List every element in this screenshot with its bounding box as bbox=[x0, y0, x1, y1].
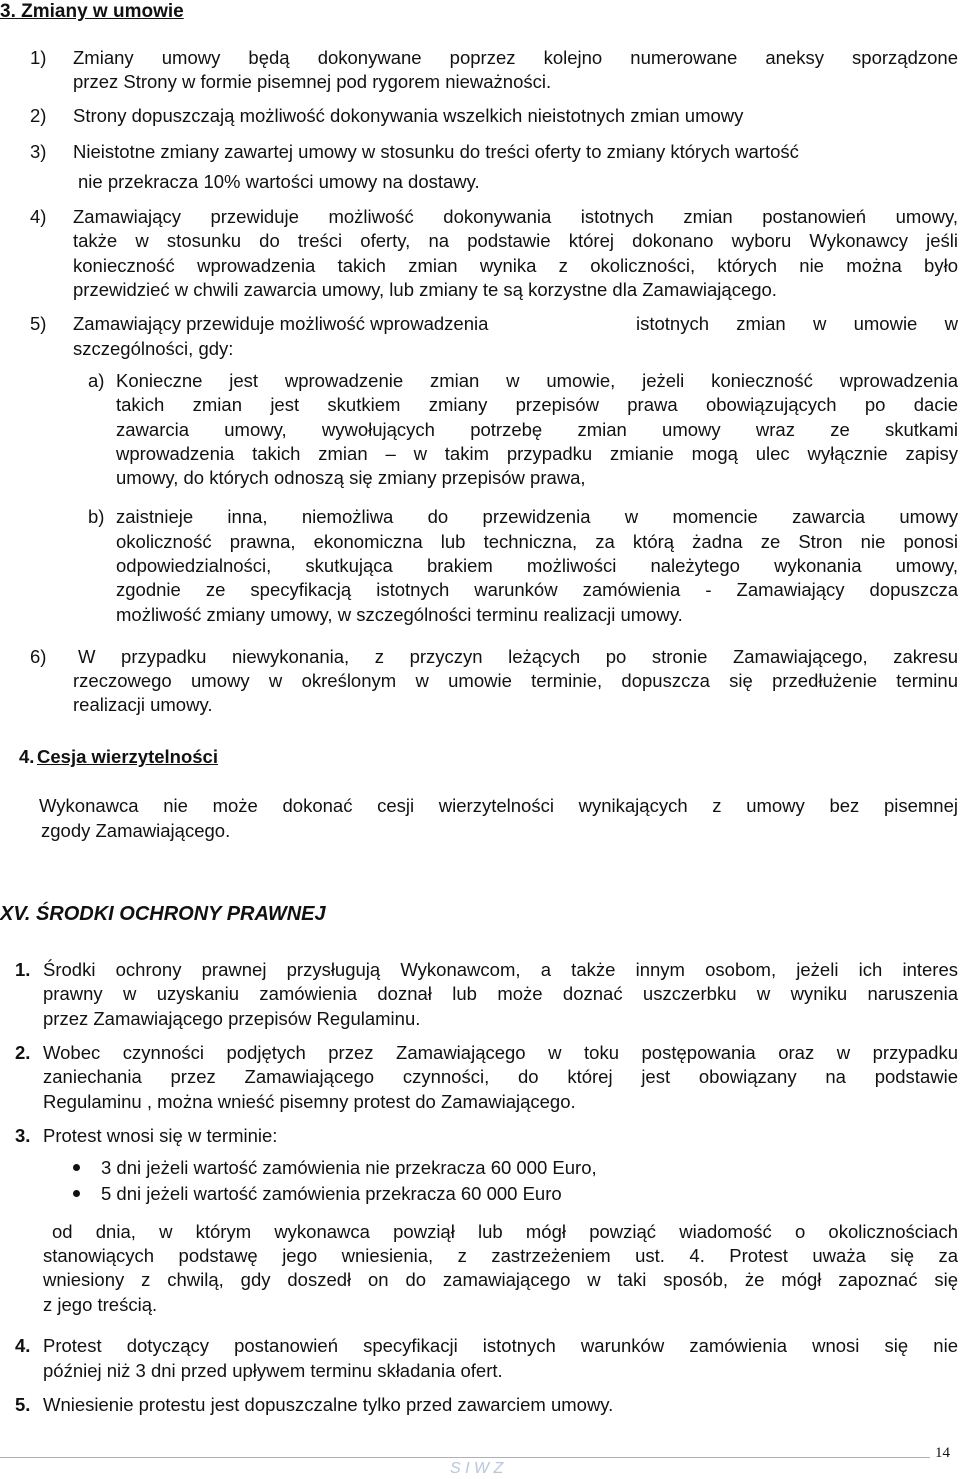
list-item-line: okoliczność prawna, ekonomiczna lub techniczna, za którą żadna ze Stron nie ponosi bbox=[116, 531, 958, 552]
paragraph-line: Protest wnosi się w terminie: bbox=[43, 1125, 278, 1146]
list-item-line: zgodnie ze specyfikacją istotnych warunków zamówienia - Zamawiający dopuszcza bbox=[116, 579, 958, 600]
list-number: 5) bbox=[30, 313, 47, 334]
paragraph-line: Wobec czynności podjętych przez Zamawiającego w toku postępowania oraz w przypadku bbox=[43, 1042, 958, 1063]
chapter-heading: XV. ŚRODKI OCHRONY PRAWNEJ bbox=[0, 903, 326, 925]
paragraph-line: zaniechania przez Zamawiającego czynności, do której jest obowiązany na podstawie bbox=[43, 1066, 958, 1087]
paragraph-line: od dnia, w którym wykonawca powziął lub mógł powziąć wiadomość o okolicznościach bbox=[52, 1221, 958, 1242]
bullet-item: 5 dni jeżeli wartość zamówienia przekracza 60 000 Euro bbox=[101, 1183, 562, 1204]
footer-watermark: S I W Z bbox=[450, 1460, 504, 1477]
list-item-line: Zmiany umowy będą dokonywane poprzez kolejno numerowane aneksy sporządzone bbox=[73, 47, 958, 68]
list-number: 4. bbox=[15, 1335, 31, 1356]
paragraph-line: stanowiących podstawę jego wniesienia, z zastrzeżeniem ust. 4. Protest uważa się za bbox=[43, 1245, 958, 1266]
list-item-line: Nieistotne zmiany zawartej umowy w stosunku do treści oferty to zmiany których wartość bbox=[73, 141, 799, 162]
list-item-line: zawarcia umowy, wywołujących potrzebę zmian umowy wraz ze skutkami bbox=[116, 419, 958, 440]
list-item-line: szczególności, gdy: bbox=[73, 338, 234, 359]
list-number: 2. bbox=[15, 1042, 31, 1063]
paragraph-line: Protest dotyczący postanowień specyfikacji istotnych warunków zamówienia wnosi się nie bbox=[43, 1335, 958, 1356]
list-item-line: wprowadzenia takich zmian – w takim przypadku zmianie mogą ulec wyłącznie zapisy bbox=[116, 443, 958, 464]
list-item-line: odpowiedzialności, skutkująca brakiem możliwości należytego wykonania umowy, bbox=[116, 555, 958, 576]
paragraph-line: z jego treścią. bbox=[43, 1294, 158, 1315]
list-number: 5. bbox=[15, 1394, 31, 1415]
section-number: 4. bbox=[19, 746, 35, 767]
bullet-icon bbox=[73, 1164, 80, 1171]
list-item-line: Konieczne jest wprowadzenie zmian w umowie, jeżeli konieczność wprowadzenia bbox=[116, 370, 958, 391]
list-number: 1. bbox=[15, 959, 31, 980]
page-number: 14 bbox=[935, 1445, 950, 1461]
list-item-line: umowy, do których odnoszą się zmiany przepisów prawa, bbox=[116, 467, 586, 488]
list-item-line: zaistnieje inna, niemożliwa do przewidzenia w momencie zawarcia umowy bbox=[116, 506, 958, 527]
list-item-line: Zamawiający przewiduje możliwość wprowadzenia bbox=[73, 313, 489, 334]
paragraph-line: przez Zamawiającego przepisów Regulaminu. bbox=[43, 1008, 421, 1029]
list-item-line: rzeczowego umowy w określonym w umowie terminie, dopuszcza się przedłużenie terminu bbox=[73, 670, 958, 691]
list-item-line: istotnych zmian w umowie w bbox=[636, 313, 958, 334]
list-number: 3. bbox=[15, 1125, 31, 1146]
list-item-line: nie przekracza 10% wartości umowy na dostawy. bbox=[78, 171, 480, 192]
section-heading: Cesja wierzytelności bbox=[37, 746, 218, 767]
list-number: 4) bbox=[30, 206, 47, 227]
list-item-line: także w stosunku do treści oferty, na podstawie której dokonano wyboru Wykonawcy jeśli bbox=[73, 230, 958, 251]
paragraph-line: prawny w uzyskaniu zamówienia doznał lub może doznać uszczerbku w wyniku naruszenia bbox=[43, 983, 958, 1004]
paragraph-line: później niż 3 dni przed upływem terminu składania ofert. bbox=[43, 1360, 503, 1381]
paragraph-line: zgody Zamawiającego. bbox=[41, 820, 231, 841]
paragraph-line: Wykonawca nie może dokonać cesji wierzytelności wynikających z umowy bez pisemnej bbox=[39, 795, 958, 816]
footer-rule bbox=[0, 1457, 930, 1458]
list-number: a) bbox=[88, 370, 105, 391]
list-number: b) bbox=[88, 506, 105, 527]
list-item-line: konieczność wprowadzenia takich zmian wynika z okoliczności, których nie można było bbox=[73, 255, 958, 276]
list-item-line: możliwość zmiany umowy, w szczególności terminu realizacji umowy. bbox=[116, 604, 683, 625]
list-item-line: realizacji umowy. bbox=[73, 694, 213, 715]
bullet-icon bbox=[73, 1190, 80, 1197]
list-item-line: przewidzieć w chwili zawarcia umowy, lub zmiany te są korzystne dla Zamawiającego. bbox=[73, 279, 777, 300]
list-number: 2) bbox=[30, 105, 47, 126]
list-item-line: takich zmian jest skutkiem zmiany przepisów prawa obowiązujących po dacie bbox=[116, 394, 958, 415]
paragraph-line: Regulaminu , można wnieść pisemny protest do Zamawiającego. bbox=[43, 1091, 576, 1112]
list-item-line: Strony dopuszczają możliwość dokonywania wszelkich nieistotnych zmian umowy bbox=[73, 105, 744, 126]
paragraph-line: wniesiony z chwilą, gdy doszedł on do zamawiającego w taki sposób, że mógł zapoznać się bbox=[43, 1269, 958, 1290]
paragraph-line: Środki ochrony prawnej przysługują Wykonawcom, a także innym osobom, jeżeli ich interes bbox=[43, 959, 958, 980]
list-number: 6) bbox=[30, 646, 47, 667]
list-item-line: W przypadku niewykonania, z przyczyn leżących po stronie Zamawiającego, zakresu bbox=[78, 646, 958, 667]
list-item-line: Zamawiający przewiduje możliwość dokonywania istotnych zmian postanowień umowy, bbox=[73, 206, 958, 227]
list-number: 3) bbox=[30, 141, 47, 162]
list-item-line: przez Strony w formie pisemnej pod rygorem nieważności. bbox=[73, 71, 552, 92]
section-heading: 3. Zmiany w umowie bbox=[0, 1, 184, 22]
bullet-item: 3 dni jeżeli wartość zamówienia nie przekracza 60 000 Euro, bbox=[101, 1157, 597, 1178]
list-number: 1) bbox=[30, 47, 47, 68]
paragraph-line: Wniesienie protestu jest dopuszczalne tylko przed zawarciem umowy. bbox=[43, 1394, 614, 1415]
